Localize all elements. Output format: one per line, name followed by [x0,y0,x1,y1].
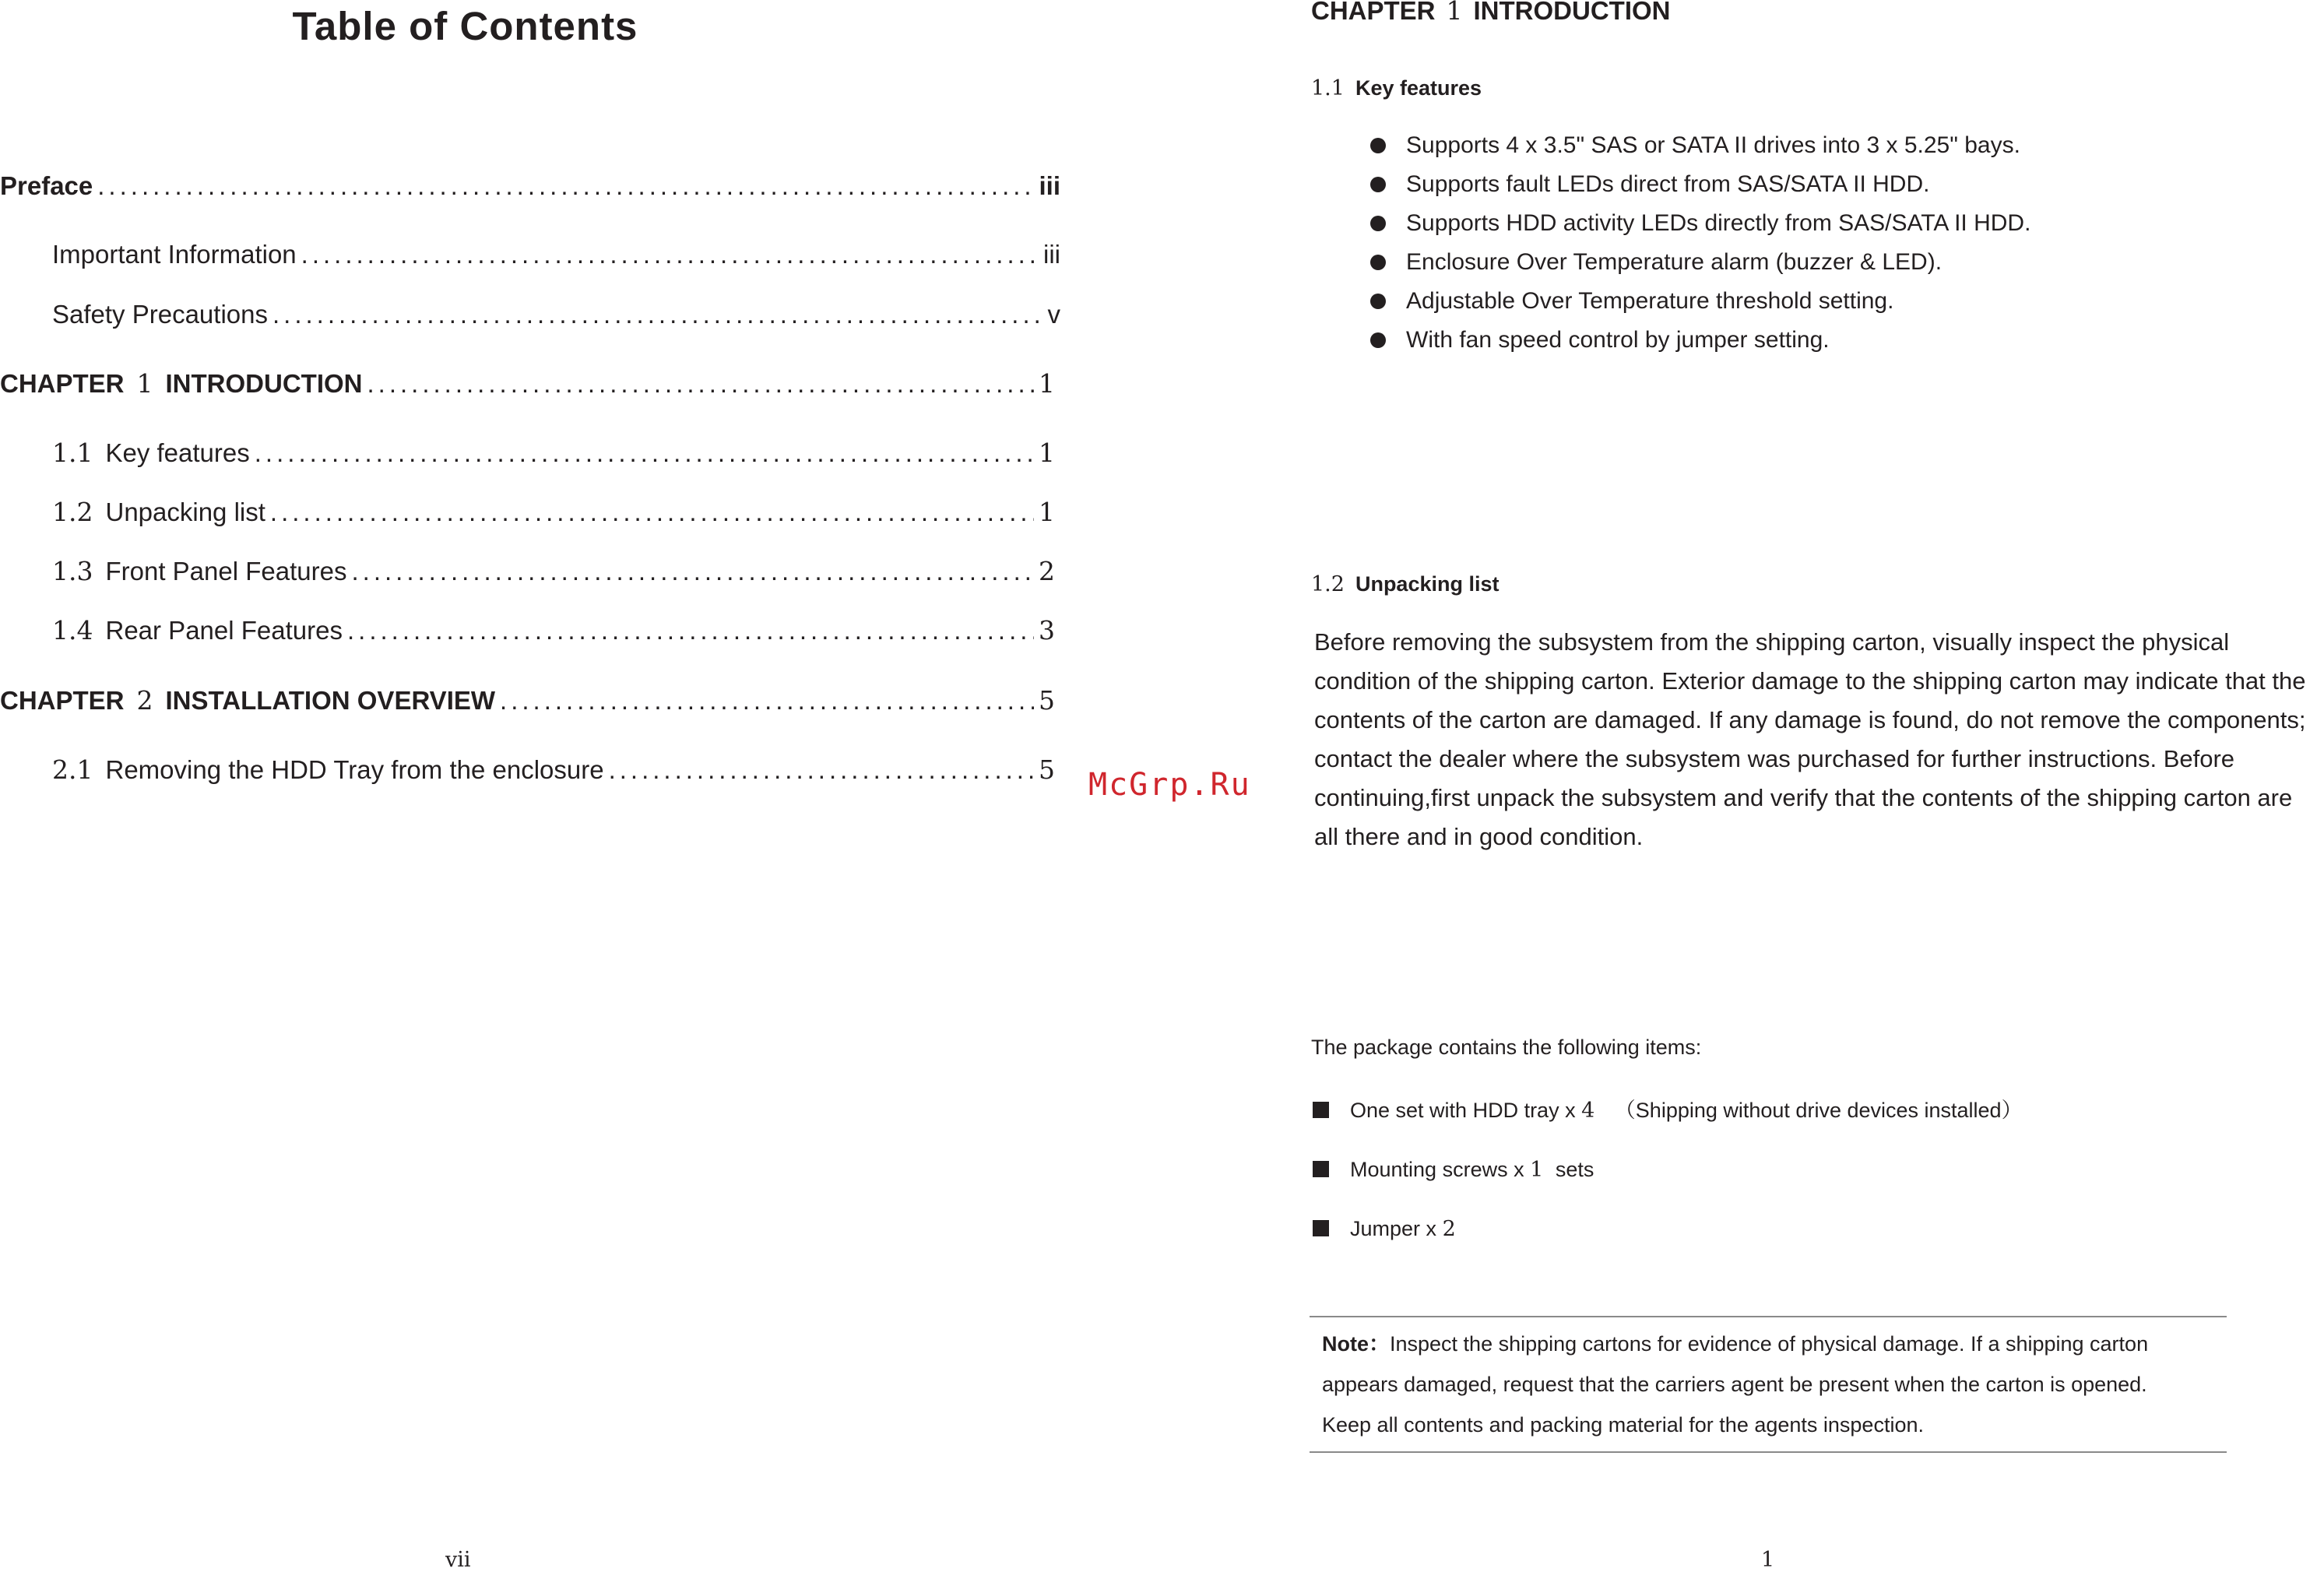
toc-entry-label: INTRODUCTION [165,369,363,398]
toc-section-number: 1.4 [52,615,93,645]
note-text: Inspect the shipping cartons for evidence of physical damage. If a shipping carton [1390,1332,2149,1356]
item-text: One set with HDD tray x [1350,1099,1576,1122]
note-line: Keep all contents and packing material for the agents inspection. [1322,1413,1924,1437]
list-item [1370,207,2030,246]
leader-dots [609,755,1034,785]
toc-entry-label: Safety Precautions [52,300,268,329]
feature-text: Adjustable Over Temperature threshold setting. [1406,288,1894,314]
toc-entry-label: Preface [0,171,93,200]
list-item [1370,285,2030,324]
toc-entry-page: 5 [1039,685,1055,716]
bullet-icon [1370,255,1386,270]
toc-section-number: 1.2 [52,497,93,527]
toc-chapter-number: 2 [136,685,153,716]
toc-chapter-prefix: CHAPTER [0,686,125,715]
toc-entry-key-features[interactable] [52,438,1055,468]
paragraph-line: continuing,first unpack the subsystem and verify that the contents of the shipping carton are [1314,784,2293,811]
bullet-icon [1370,177,1386,192]
note-line: appears damaged, request that the carriers agent be present when the carton is opened. [1322,1373,2147,1396]
leader-dots [97,171,1034,201]
toc-entry-page: iii [1043,240,1060,269]
bullet-icon [1370,294,1386,309]
chapter-number: 1 [1446,0,1463,26]
list-item [1311,1212,2023,1271]
toc-entry-preface[interactable] [0,171,1060,201]
list-item [1370,324,2030,363]
feature-text: Supports HDD activity LEDs directly from SAS/SATA II HDD. [1406,210,2031,236]
toc-entry-label: INSTALLATION OVERVIEW [165,686,496,715]
toc-entry-removing-hdd-tray[interactable] [52,754,1055,785]
leader-dots [351,557,1034,586]
page-number-left: vii [445,1548,471,1572]
toc-entry-page: 3 [1039,615,1055,645]
unpacking-paragraph [1314,623,2324,856]
bullet-icon [1370,332,1386,348]
toc-chapter-number: 1 [136,368,153,399]
feature-text: Supports fault LEDs direct from SAS/SATA II HDD. [1406,171,1930,197]
toc-chapter-prefix: CHAPTER [0,369,125,398]
leader-dots [347,616,1034,645]
paragraph-line: contents of the carton are damaged. If any damage is found, do not remove the components; [1314,706,2306,733]
leader-dots [301,240,1039,269]
item-quantity: 2 [1442,1217,1456,1241]
toc-entry-label: Removing the HDD Tray from the enclosure [105,755,604,784]
feature-list [1370,129,2030,363]
bullet-icon [1370,216,1386,231]
paragraph-line: Before removing the subsystem from the shipping carton, visually inspect the physical [1314,628,2230,656]
leader-dots [255,438,1034,468]
section-heading-unpacking-list [1311,572,1499,596]
section-title: Key features [1355,76,1482,100]
bullet-icon [1370,138,1386,153]
watermark: McGrp.Ru [1088,767,1251,803]
toc-entry-unpacking-list[interactable] [52,497,1055,527]
toc-entry-label: Key features [105,438,250,467]
toc-entry-label: Rear Panel Features [105,616,343,645]
section-number: 1.2 [1311,572,1345,596]
page-number-right: 1 [1761,1548,1775,1572]
feature-text: With fan speed control by jumper setting. [1406,327,1830,353]
toc-title: Table of Contents [292,4,638,48]
toc-section-number: 1.3 [52,556,93,586]
paragraph-line: contact the dealer where the subsystem was purchased for further instructions. Before [1314,745,2235,772]
list-item [1370,168,2030,207]
note-label: Note： [1322,1332,1390,1356]
item-quantity: 4 [1581,1099,1595,1123]
chapter-prefix: CHAPTER [1311,0,1436,25]
toc-entry-page: 5 [1039,754,1055,785]
list-item [1370,129,2030,168]
item-quantity: 1 [1530,1158,1544,1182]
toc-entry-page: v [1047,300,1060,329]
square-bullet-icon [1313,1220,1329,1236]
square-bullet-icon [1313,1161,1329,1177]
note-line [1322,1324,2227,1364]
toc-entry-chapter-2[interactable] [0,685,1055,716]
leader-dots [270,498,1034,527]
section-number: 1.1 [1311,76,1345,100]
package-items-list [1311,1094,2023,1271]
list-item [1311,1094,2023,1153]
toc-section-number: 2.1 [52,754,93,785]
section-title: Unpacking list [1355,572,1500,596]
toc-entry-page: iii [1039,171,1060,200]
toc-entry-page: 1 [1039,497,1055,527]
leader-dots [500,686,1034,716]
paragraph-line: condition of the shipping carton. Exterior damage to the shipping carton may indicate that the [1314,667,2306,695]
toc-entry-chapter-1[interactable] [0,368,1055,399]
toc-entry-safety-precautions[interactable] [52,300,1060,329]
chapter-title: INTRODUCTION [1473,0,1671,25]
toc-entry-page: 2 [1039,556,1055,586]
package-contents-intro: The package contains the following items: [1311,1036,1702,1059]
toc-entry-important-information[interactable] [52,240,1060,269]
item-note: （Shipping without drive devices installed） [1614,1099,2023,1122]
toc-entry-label: Unpacking list [105,498,265,526]
toc-section-number: 1.1 [52,438,93,468]
square-bullet-icon [1313,1102,1329,1118]
list-item [1370,246,2030,285]
toc-entry-label: Front Panel Features [105,557,347,586]
item-text: Mounting screws x [1350,1158,1524,1181]
item-text: Jumper x [1350,1217,1437,1240]
item-note: sets [1555,1158,1594,1181]
toc-entry-page: 1 [1039,438,1055,468]
paragraph-line: all there and in good condition. [1314,823,1644,850]
section-heading-key-features [1311,76,1482,100]
chapter-heading [1311,0,1671,26]
leader-dots [272,300,1043,329]
toc-entry-front-panel-features[interactable] [52,556,1055,586]
list-item [1311,1153,2023,1212]
feature-text: Enclosure Over Temperature alarm (buzzer & LED). [1406,249,1943,275]
toc-entry-page: 1 [1039,368,1055,399]
leader-dots [367,369,1035,399]
note-box [1310,1316,2227,1453]
feature-text: Supports 4 x 3.5" SAS or SATA II drives into 3 x 5.25" bays. [1406,132,2020,158]
toc-entry-label: Important Information [52,240,297,269]
toc-entry-rear-panel-features[interactable] [52,615,1055,645]
